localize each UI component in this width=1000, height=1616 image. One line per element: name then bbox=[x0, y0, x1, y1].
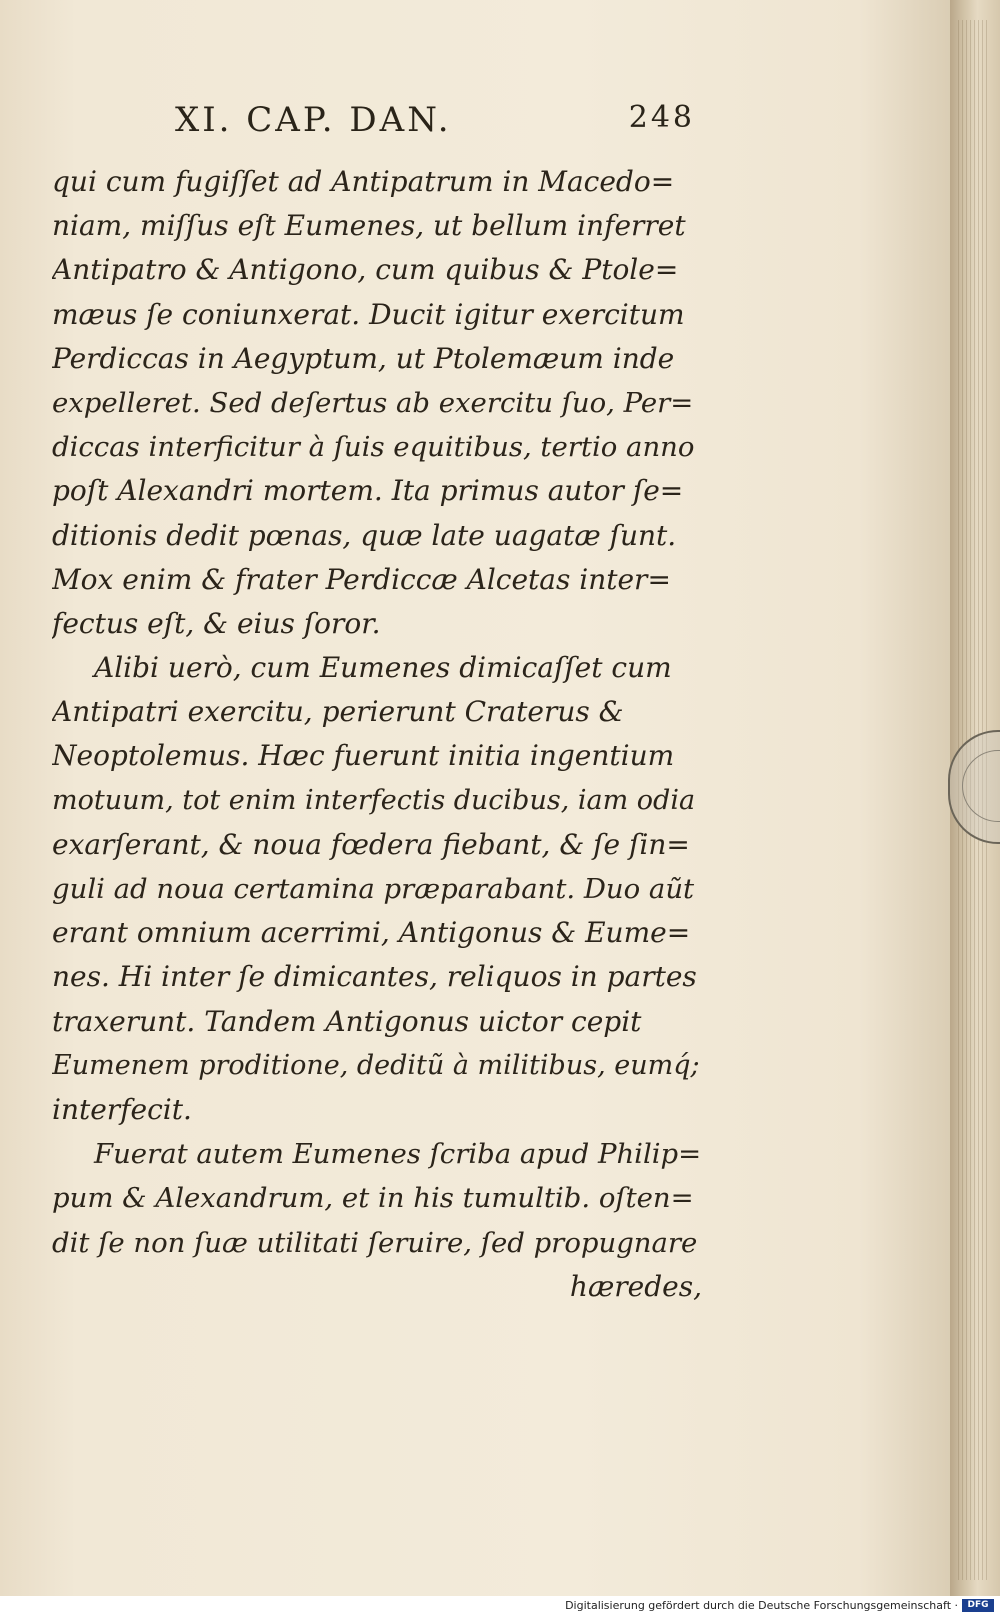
text-line: Eumenem proditione, deditũ à militibus, eumq́; bbox=[52, 1049, 700, 1081]
text-line: Alibi uerò, cum Eumenes dimicaſſet cum bbox=[94, 651, 672, 685]
catchword: hæredes, bbox=[569, 1269, 702, 1303]
text-line: dit ſe non ſuæ utilitati ſeruire, ſed propugnare bbox=[52, 1226, 698, 1259]
text-line: nes. Hi inter ſe dimicantes, reliquos in partes bbox=[52, 960, 697, 994]
text-line: ditionis dedit pœnas, quæ late uagatæ ſunt. bbox=[52, 518, 677, 552]
text-line: Antipatro & Antigono, cum quibus & Ptole= bbox=[52, 253, 679, 287]
text-line: traxerunt. Tandem Antigonus uictor cepit bbox=[52, 1004, 642, 1038]
text-line: motuum, tot enim interfectis ducibus, iam odia bbox=[52, 784, 696, 816]
text-line: erant omnium acerrimi, Antigonus & Eume= bbox=[52, 916, 691, 950]
text-line: niam, miſſus eſt Eumenes, ut bellum inferret bbox=[52, 209, 686, 243]
text-line: Antipatri exercitu, perierunt Craterus & bbox=[52, 695, 624, 729]
text-line: exarſerant, & noua fœdera fiebant, & ſe ſin= bbox=[52, 827, 690, 861]
text-line: qui cum fugiſſet ad Antipatrum in Macedo= bbox=[52, 165, 675, 198]
text-line: guli ad noua certamina præparabant. Duo aũt bbox=[52, 873, 695, 905]
text-line: mæus ſe coniunxerat. Ducit igitur exercitum bbox=[52, 297, 685, 331]
text-line: interfecit. bbox=[52, 1092, 192, 1126]
text-line: expelleret. Sed deſertus ab exercitu ſuo, Per= bbox=[52, 386, 694, 419]
footer-bar bbox=[0, 1596, 1000, 1616]
running-title: XI. CAP. DAN. bbox=[175, 100, 452, 140]
dfg-logo: DFG bbox=[962, 1599, 994, 1612]
text-line: Fuerat autem Eumenes ſcriba apud Philip= bbox=[94, 1138, 702, 1171]
text-line: Mox enim & frater Perdiccæ Alcetas inter= bbox=[52, 562, 671, 596]
text-line: diccas interficitur à ſuis equitibus, tertio anno bbox=[52, 431, 695, 464]
funding-credit: Digitalisierung gefördert durch die Deutsche Forschungsgemeinschaft · bbox=[565, 1599, 958, 1612]
page-number: 248 bbox=[628, 100, 695, 135]
text-line: Neoptolemus. Hæc fuerunt initia ingentium bbox=[52, 739, 675, 773]
page-header bbox=[175, 96, 695, 146]
text-line: pum & Alexandrum, et in his tumultib. oſten= bbox=[52, 1182, 694, 1215]
text-line: poſt Alexandri mortem. Ita primus autor ſe= bbox=[52, 474, 684, 508]
text-line: Perdiccas in Aegyptum, ut Ptolemæum inde bbox=[52, 341, 675, 375]
body-text bbox=[52, 160, 702, 1309]
text-line: fectus eſt, & eius ſoror. bbox=[52, 606, 381, 640]
